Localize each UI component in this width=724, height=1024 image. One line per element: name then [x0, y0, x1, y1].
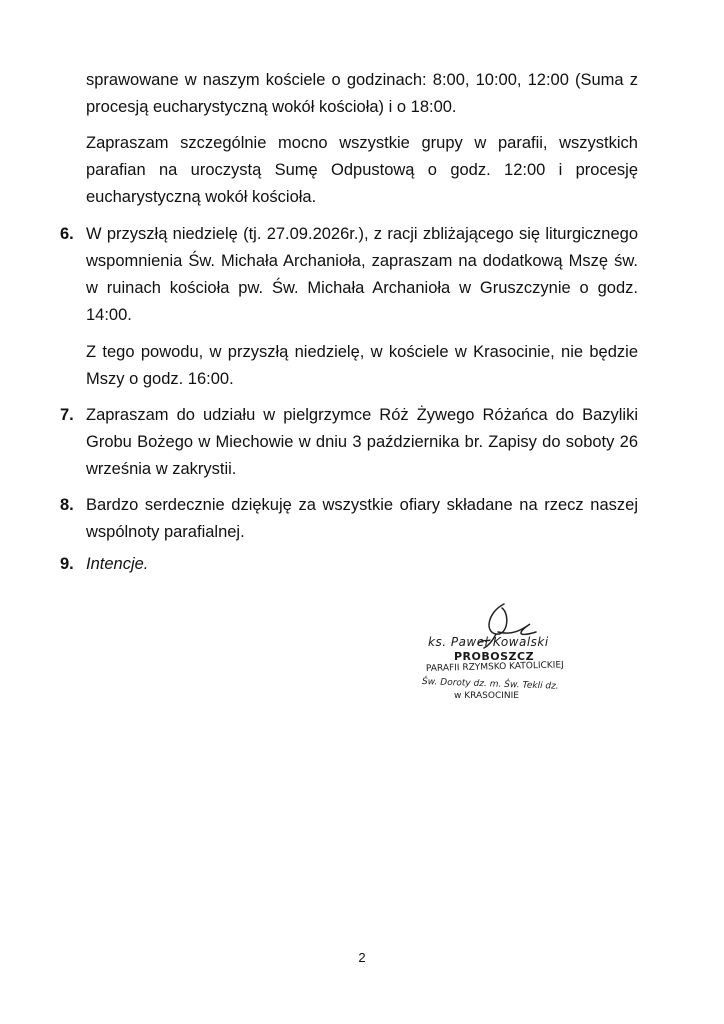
item-7-text: Zapraszam do udziału w pielgrzymce Róż Żywego Różańca do Bazyliki Grobu Bożego w Miechowie w dniu 3 października br. Zapisy do soboty 26 września w zakrystii.: [86, 406, 638, 478]
stamp-title: PROBOSZCZ: [454, 650, 535, 663]
intro-paragraph-2: [86, 130, 638, 211]
item-9-text: Intencje.: [86, 555, 149, 573]
intro-text-1: sprawowane w naszym kościele o godzinach: 8:00, 10:00, 12:00 (Suma z procesją eucharystyczną wokół kościoła) i o 18:00.: [86, 71, 638, 116]
page-number: 2: [358, 950, 366, 965]
item-8-text: Bardzo serdecznie dziękuję za wszystkie ofiary składane na rzecz naszej wspólnoty parafialnej.: [86, 496, 638, 541]
item-6-text-1: W przyszłą niedzielę (tj. 27.09.2026r.), z racji zbliżającego się liturgicznego wspomnienia Św. Michała Archanioła, zapraszam na dodatkową Mszę św. w ruinach kościoła pw. Św. Michała Archanioła w Gruszczynie o godz. 14:00.: [86, 225, 638, 324]
stamp-location: w KRASOCINIE: [454, 691, 519, 701]
item-6-paragraph-1: [86, 221, 638, 329]
item-8-paragraph: [86, 492, 638, 546]
item-number-9: 9.: [60, 555, 74, 573]
signature-stamp: [418, 592, 588, 712]
item-number-8: 8.: [60, 496, 74, 514]
item-6-text-2: Z tego powodu, w przyszłą niedzielę, w kościele w Krasocinie, nie będzie Mszy o godz. 16:00.: [86, 343, 638, 388]
item-6-paragraph-2: [86, 339, 638, 393]
stamp-parish: PARAFII RZYMSKO KATOLICKIEJ: [425, 660, 564, 674]
item-7-paragraph: [86, 402, 638, 483]
stamp-patrons: Św. Doroty dz. m. Św. Tekli dz.: [421, 677, 559, 692]
item-9-paragraph: [86, 551, 638, 578]
intro-text-2: Zapraszam szczególnie mocno wszystkie grupy w parafii, wszystkich parafian na uroczystą Sumę Odpustową o godz. 12:00 i procesję eucharystyczną wokół kościoła.: [86, 134, 638, 206]
intro-paragraph-1: [86, 67, 638, 121]
item-number-7: 7.: [60, 406, 74, 424]
stamp-name: ks. Paweł Kowalski: [428, 635, 549, 649]
item-number-6: 6.: [60, 225, 74, 243]
